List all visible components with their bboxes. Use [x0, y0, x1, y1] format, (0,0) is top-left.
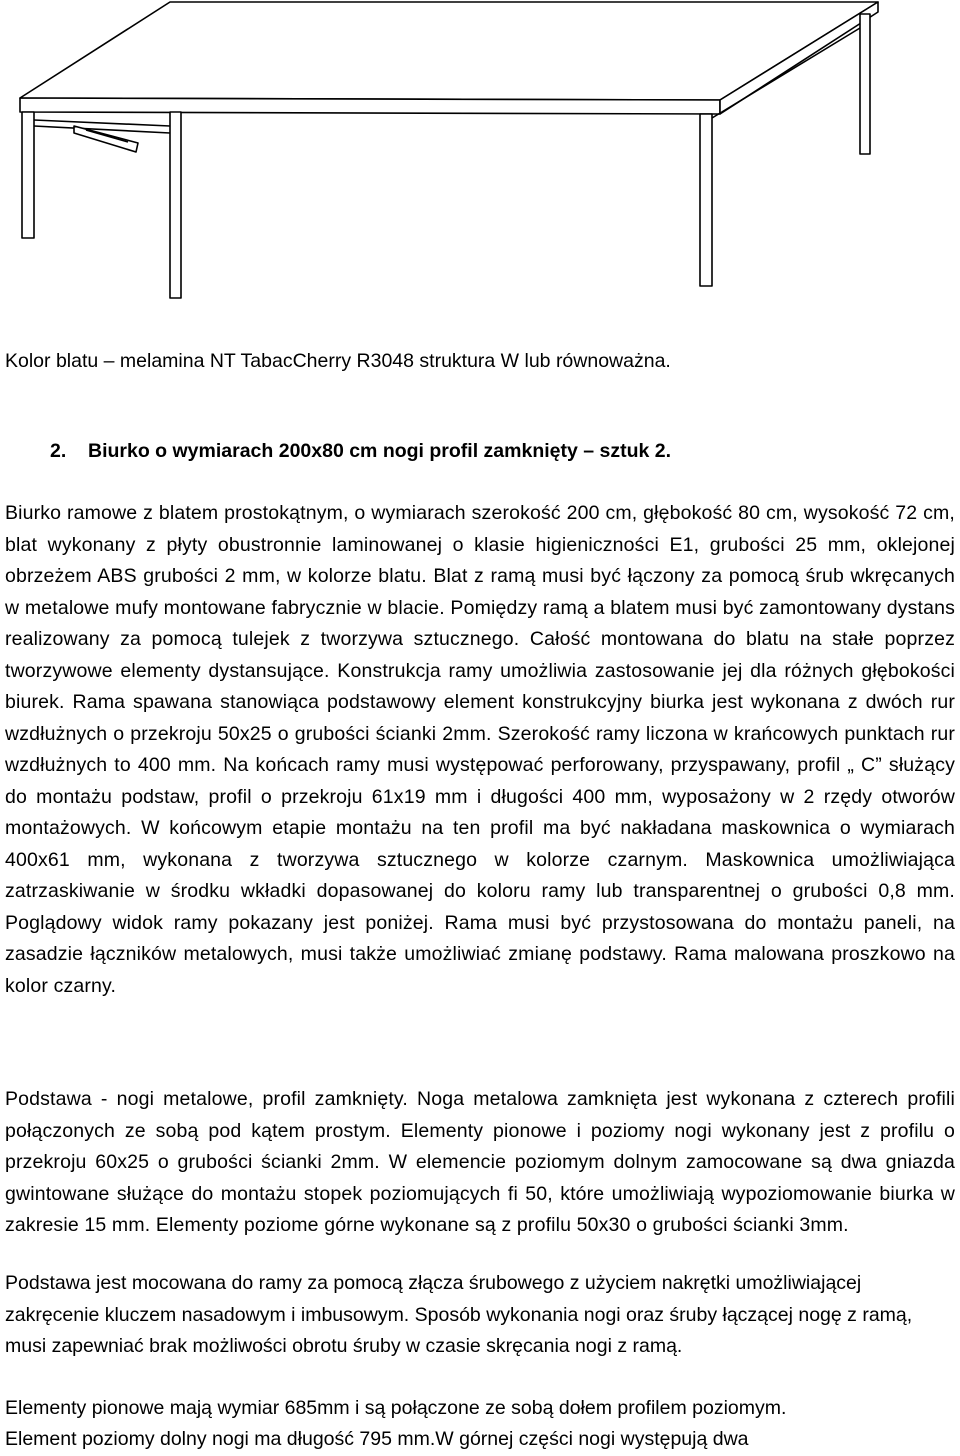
- section-number: 2.: [50, 440, 67, 462]
- legs-line-1: Elementy pionowe mają wymiar 685mm i są połączone ze sobą dołem profilem poziomym.: [5, 1397, 787, 1419]
- legs-line-2: Element poziomy dolny nogi ma długość 795 mm.W górnej części nogi występują dwa: [5, 1428, 749, 1450]
- mounting-paragraph: Podstawa jest mocowana do ramy za pomocą złącza śrubowego z użyciem nakrętki umożliwiającej zakręcenie kluczem nasadowym i imbusowym. Sposób wykonania nogi oraz śruby łączącej nogę z ramą, musi zapewniać brak możliwości obrotu śruby w czasie skręcania nogi z ramą.: [5, 1272, 913, 1357]
- frame-description-paragraph: Biurko ramowe z blatem prostokątnym, o wymiarach szerokość 200 cm, głębokość 80 cm, wysokość 72 cm, blat wykonany z płyty obustronnie laminowanej o klasie higieniczności E1, grubości 25 mm, oklejonej obrzeżem ABS grubości 2 mm, w kolorze blatu. Blat z ramą musi być łączony za pomocą śrub wkręcanych w metalowe mufy montowane fabrycznie w blacie. Pomiędzy ramą a blatem musi być zamontowany dystans realizowany za pomocą tulejek z tworzywa sztucznego. Całość montowana do blatu na stałe poprzez tworzywowe elementy dystansujące. Konstrukcja ramy umożliwia zastosowanie jej dla różnych głębokości biurek. Rama spawana stanowiąca podstawowy element konstrukcyjny biurka jest wykonana z dwóch rur wzdłużnych o przekroju 50x25 o grubości ścianki 2mm. Szerokość ramy liczona w krańcowych punktach rur wzdłużnych to 400 mm. Na końcach ramy musi występować perforowany, przyspawany, profil „ C” służący do montażu podstaw, profil o przekroju 61x19 mm i długości 400 mm, wyposażony w 2 rzędy otworów montażowych. W końcowym etapie montażu na ten profil ma być nakładana maskownica o wymiarach 400x61 mm, wykonana z tworzywa sztucznego w kolorze czarnym. Maskownica umożliwiająca zatrzaskiwanie w środku wkładki dopasowanej do koloru ramy lub transparentnej o grubości 0,8 mm. Poglądowy widok ramy pokazany jest poniżej. Rama musi być przystosowana do montażu paneli, na zasadzie łączników metalowych, musi także umożliwiać zmianę podstawy. Rama malowana proszkowo na kolor czarny.: [5, 502, 955, 997]
- color-spec-line: Kolor blatu – melamina NT TabacCherry R3048 struktura W lub równoważna.: [5, 350, 671, 372]
- section-heading: [50, 436, 671, 468]
- section-title: Biurko o wymiarach 200x80 cm nogi profil zamknięty – sztuk 2.: [88, 440, 672, 462]
- desk-line-drawing: [0, 0, 960, 310]
- base-description-paragraph: Podstawa - nogi metalowe, profil zamknięty. Noga metalowa zamknięta jest wykonana z czterech profili połączonych ze sobą pod kątem prostym. Elementy pionowe i poziomy nogi wykonany jest z profilu o przekroju 60x25 o grubości ścianki 2mm. W elemencie poziomym dolnym zamocowane są dwa gniazda gwintowane służące do montażu stopek poziomujących fi 50, które umożliwiają wypoziomowanie biurka w zakresie 15 mm. Elementy poziome górne wykonane są z profilu 50x30 o grubości ścianki 3mm.: [5, 1088, 955, 1236]
- desk-drawing: [0, 0, 960, 310]
